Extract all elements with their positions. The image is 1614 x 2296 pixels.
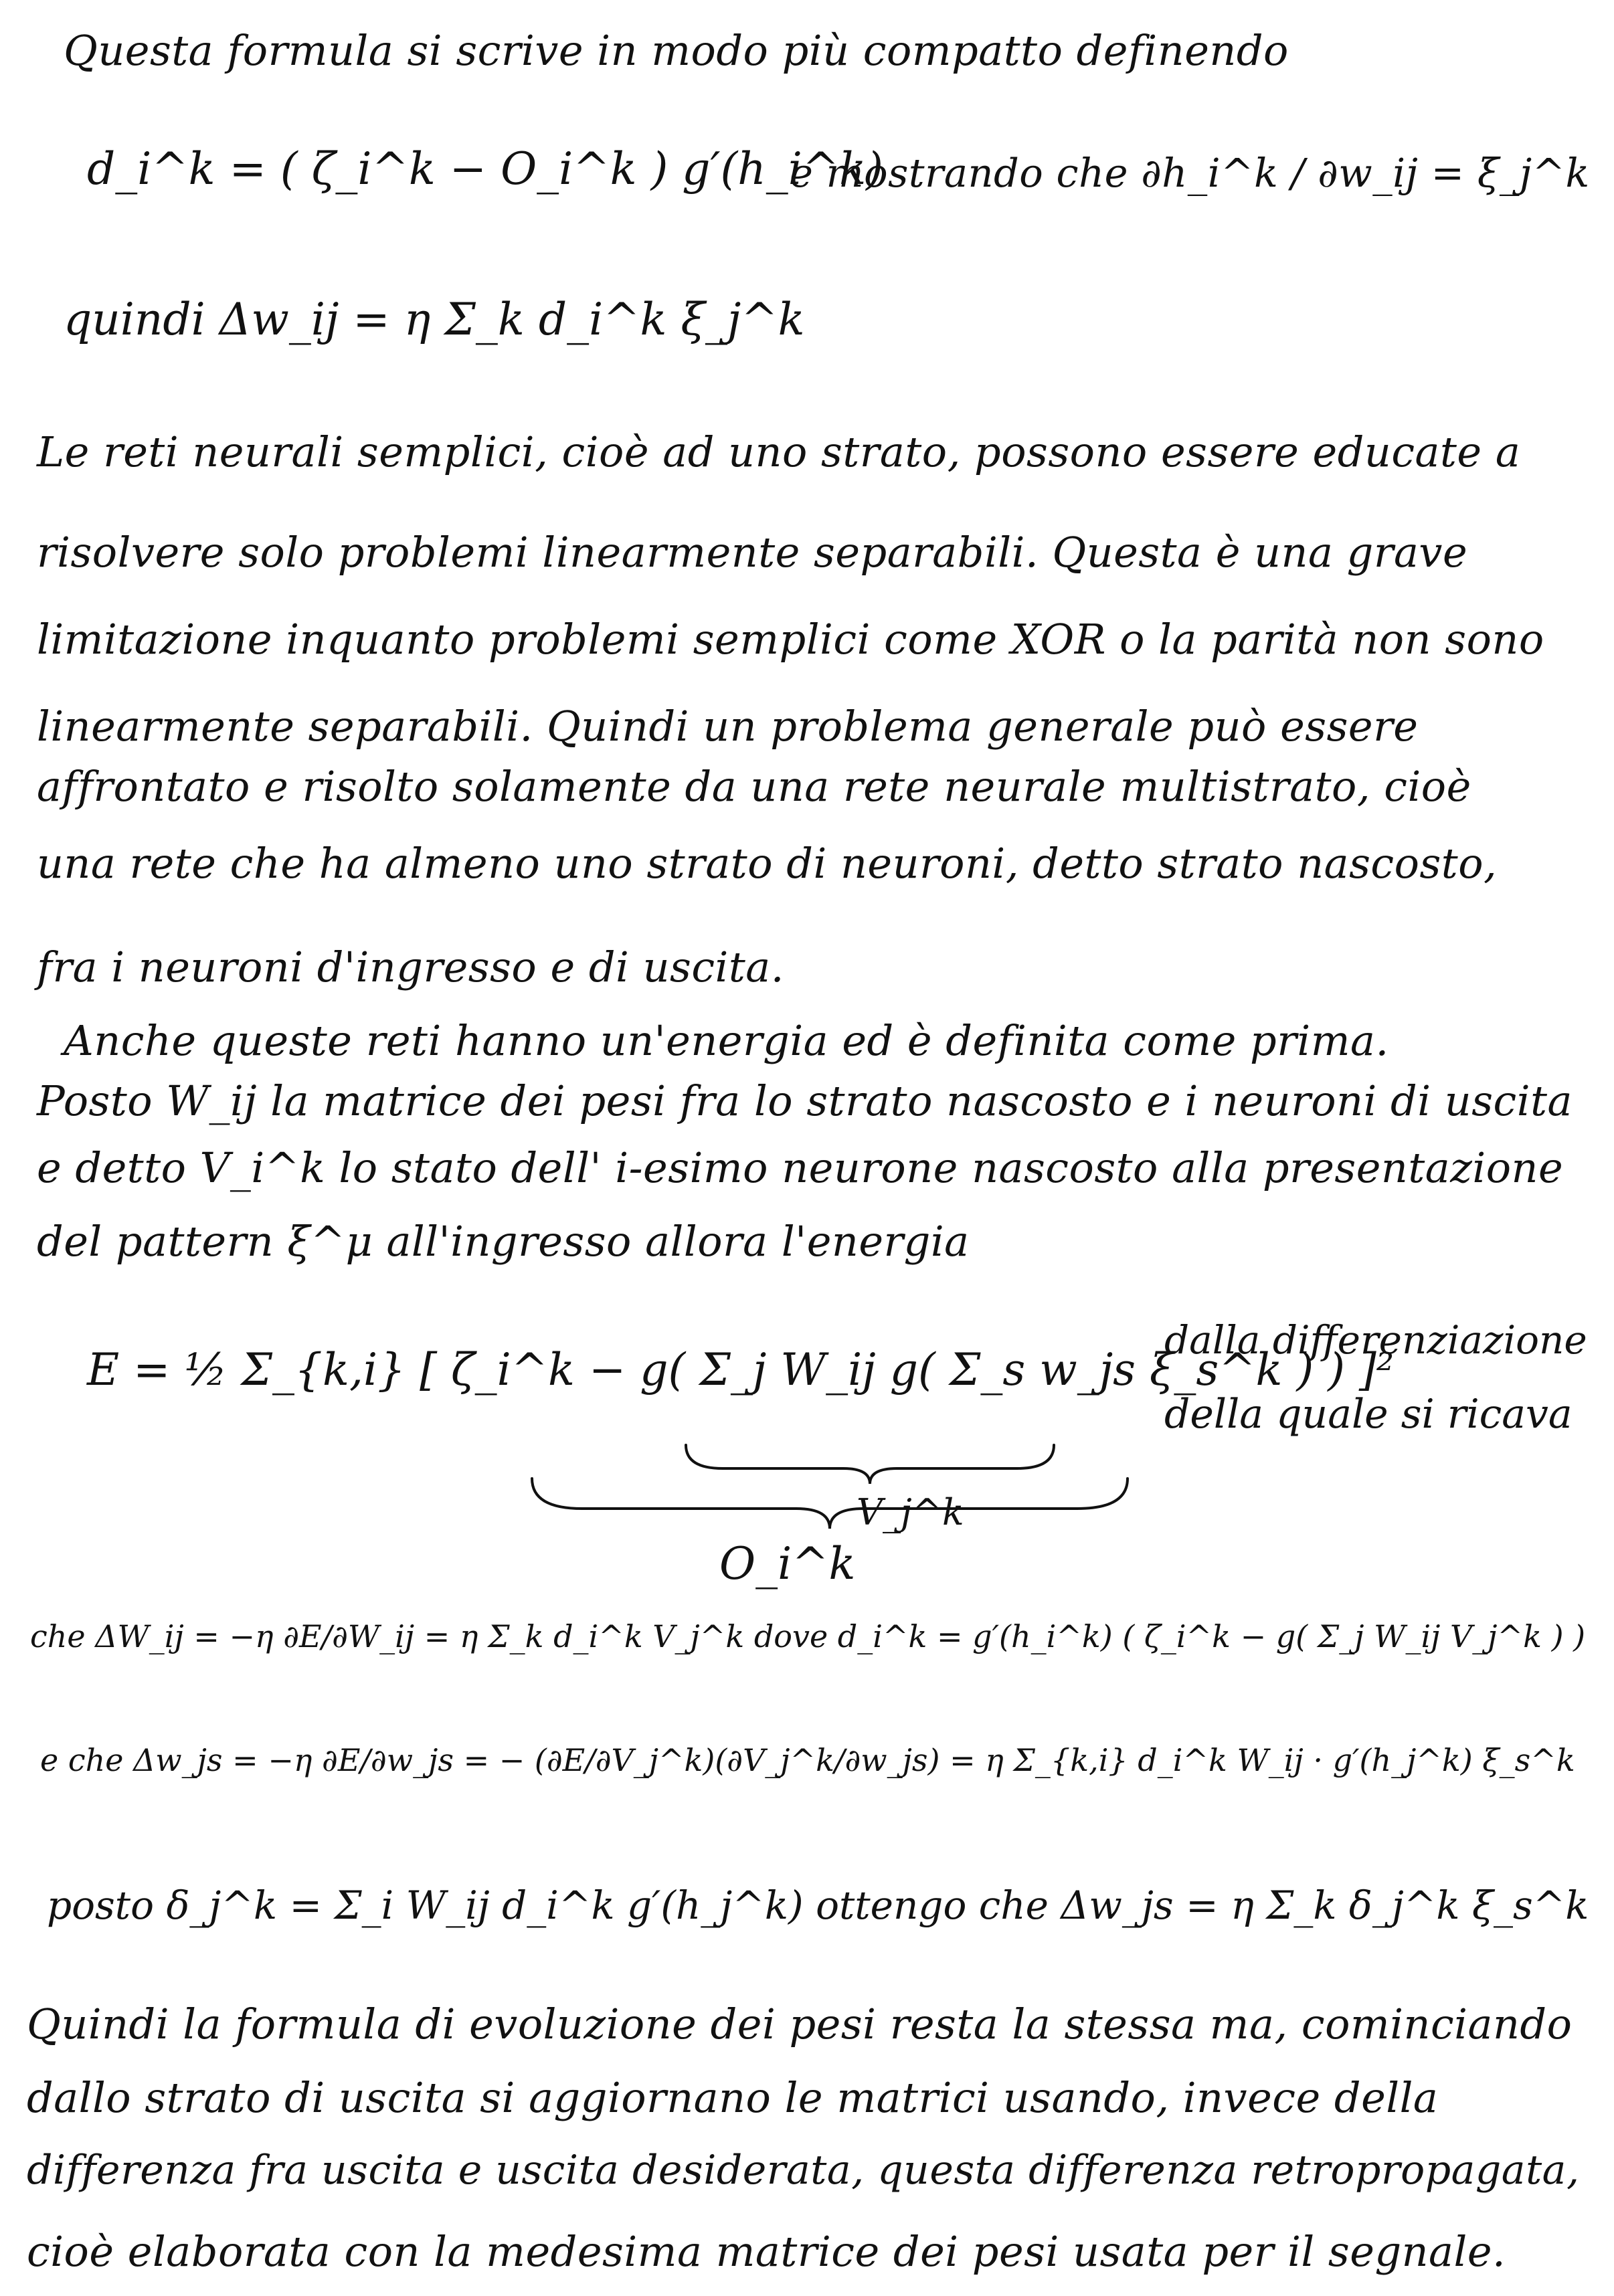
formula-d-definition: d_i^k = ( ζ_i^k − O_i^k ) g′(h_i^k) (87, 143, 883, 195)
paragraph-line: e detto V_i^k lo stato dell' i-esimo neurone nascosto alla presentazione (37, 1143, 1564, 1192)
formula-delta-W: che ΔW_ij = −η ∂E/∂W_ij = η Σ_k d_i^k V_j^k dove d_i^k = g′(h_i^k) ( ζ_i^k − g( Σ_j W_ij V_j^k ) ) (30, 1618, 1586, 1654)
formula-delta-w: quindi Δw_ij = η Σ_k d_i^k ξ_j^k (64, 294, 805, 345)
paragraph-line: Posto W_ij la matrice dei pesi fra lo strato nascosto e i neuroni di uscita (37, 1076, 1573, 1125)
paragraph-line: dallo strato di uscita si aggiornano le matrici usando, invece della (27, 2073, 1439, 2122)
paragraph-line: linearmente separabili. Quindi un problema generale può essere (37, 702, 1419, 751)
paragraph-line: limitazione inquanto problemi semplici come XOR o la parità non sono (37, 615, 1544, 664)
paragraph-line: affrontato e risolto solamente da una rete neurale multistrato, cioè (37, 762, 1471, 811)
paragraph-line: Le reti neurali semplici, cioè ad uno strato, possono essere educate a (37, 427, 1521, 476)
side-note: dalla differenziazione (1164, 1317, 1587, 1363)
paragraph-line: risolvere solo problemi linearmente separabili. Questa è una grave (37, 528, 1468, 577)
formula-energy: E = ½ Σ_{k,i} [ ζ_i^k − g( Σ_j W_ij g( Σ_s w_js ξ_s^k ) ) ]² (87, 1344, 1395, 1396)
side-note: della quale si ricava (1164, 1391, 1573, 1438)
formula-delta-w-js: e che Δw_js = −η ∂E/∂w_js = − (∂E/∂V_j^k)(∂V_j^k/∂w_js) = η Σ_{k,i} d_i^k W_ij · g′(h_j^k) ξ_s^k (40, 1742, 1575, 1778)
formula-partial-h: e mostrando che ∂h_i^k / ∂w_ij = ξ_j^k (790, 150, 1590, 196)
paragraph-line: del pattern ξ^μ all'ingresso allora l'energia (37, 1217, 970, 1266)
paragraph-line: fra i neuroni d'ingresso e di uscita. (37, 943, 784, 991)
underbrace-o (529, 1472, 1131, 1532)
paragraph-line: differenza fra uscita e uscita desiderata, questa differenza retropropagata, (27, 2147, 1580, 2194)
label-v-jk: V_j^k (857, 1491, 964, 1533)
intro-line: Questa formula si scrive in modo più compatto definendo (64, 26, 1289, 75)
paragraph-line: una rete che ha almeno uno strato di neuroni, detto strato nascosto, (37, 839, 1498, 888)
paragraph-line: Quindi la formula di evoluzione dei pesi resta la stessa ma, cominciando (27, 2000, 1573, 2048)
label-o-ik: O_i^k (719, 1538, 856, 1590)
paragraph-line: Anche queste reti hanno un'energia ed è definita come prima. (64, 1016, 1389, 1065)
paragraph-line: cioè elaborata con la medesima matrice dei pesi usata per il segnale. (27, 2227, 1506, 2276)
formula-delta-j: posto δ_j^k = Σ_i W_ij d_i^k g′(h_j^k) ottengo che Δw_js = η Σ_k δ_j^k ξ_s^k (47, 1883, 1589, 1928)
